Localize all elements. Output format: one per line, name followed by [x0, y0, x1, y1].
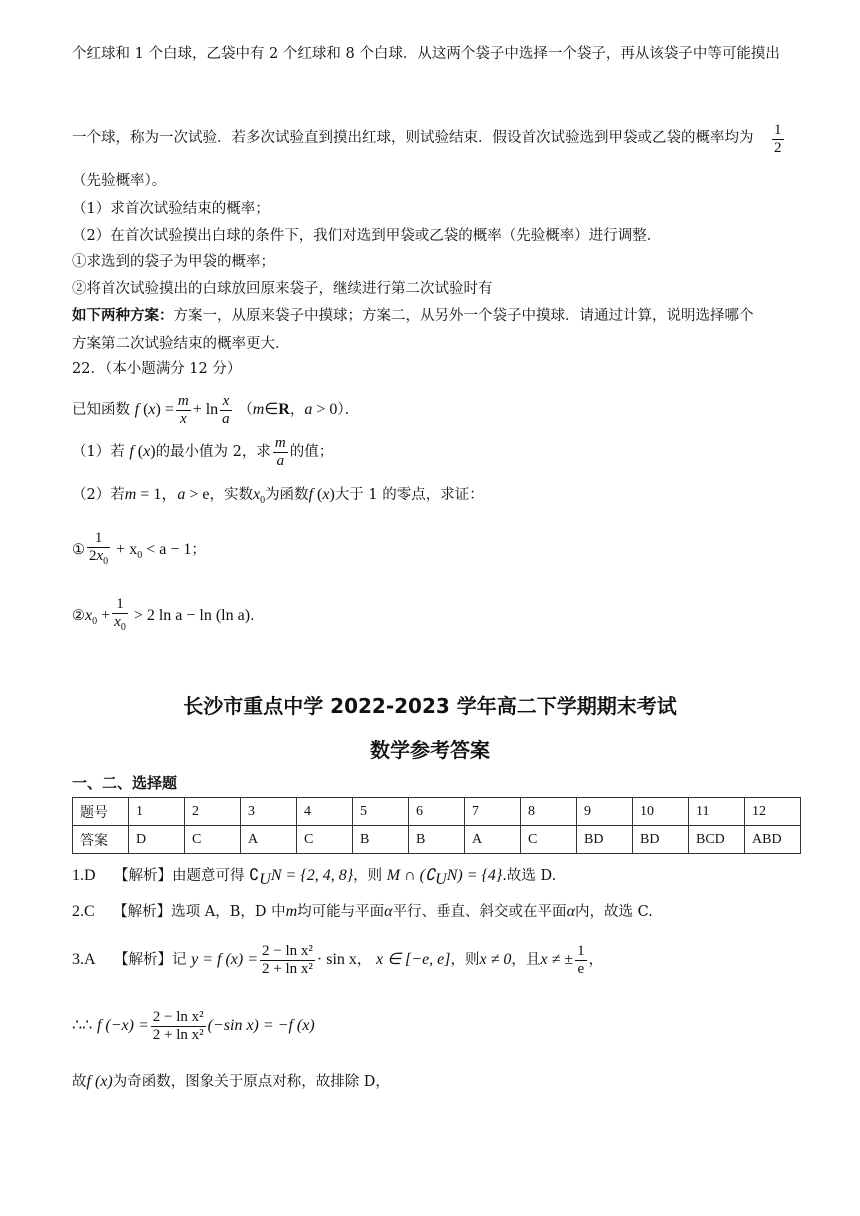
e2-tag: 【解析】: [113, 904, 172, 920]
e3-text5: ，: [588, 952, 604, 968]
table-cell: C: [185, 826, 241, 854]
q22-p2-end: 大于 1 的零点，求证：: [334, 487, 484, 503]
q21-line-2-text: 一个球，称为一次试验．若多次试验直到摸出红球，则试验结束．假设首次试验选到甲袋或乙袋的概率均为: [72, 130, 754, 146]
table-cell: 11: [689, 798, 745, 826]
q21-prior-fraction: [772, 122, 784, 157]
table-cell: 9: [577, 798, 633, 826]
q21-part-1: （1）求首次试验结束的概率；: [72, 201, 270, 217]
q22-p2-gte: > e: [185, 486, 210, 503]
answer-table: [72, 797, 801, 854]
explanation-3b: [72, 1004, 315, 1048]
q22-cond-comma: ，: [289, 402, 305, 418]
q22-p2-prefix: （2）若: [72, 487, 125, 503]
explanation-1: [72, 866, 556, 890]
e3-math2: · sin x: [316, 951, 357, 968]
e2-text: 选项 A，B，D 中: [171, 904, 286, 920]
q21-schemes-bold: 如下两种方案：: [72, 307, 174, 324]
q22-part-2: （2）若m = 1，a > e，实数$x_0$为函数f (x)大于 1 的零点，求证：: [72, 486, 484, 507]
e3-math3: x ∈ [−e, e]: [376, 951, 451, 968]
e3-label: 3.A: [72, 951, 96, 968]
table-cell: BD: [633, 826, 689, 854]
q21-part-2: （2）在首次试验摸出白球的条件下，我们对选到甲袋或乙袋的概率（先验概率）进行调整．: [72, 228, 662, 244]
e3b-math2: (−sin x) = −f (x): [207, 1017, 315, 1034]
e2-text3: 平行、垂直、斜交或在平面: [392, 904, 567, 920]
e3-math5: x ≠ ±: [540, 951, 574, 968]
q22-inequality-2: $②x_0$ + $\frac{1}{x_0}$ > 2 ln a − ln (ln a)．: [72, 594, 265, 644]
q21-line-2: [72, 128, 754, 148]
e1-text3: .故选 D.: [502, 868, 557, 884]
q21-schemes-text: 方案一，从原来袋子中摸球；方案二，从另外一个袋子中摸球．请通过计算，说明选择哪个: [173, 308, 754, 324]
q22-ineq1-tail: + $x_0$: [112, 541, 143, 562]
e3c-text1: 故: [72, 1074, 87, 1090]
table-cell: A: [465, 826, 521, 854]
table-cell: BD: [577, 826, 633, 854]
q22-part-1: （1）若 f (x)的最小值为 2，求 $\frac{m}{a}$ 的值；: [72, 434, 334, 469]
table-cell: ABD: [745, 826, 801, 854]
e3-text4: ，且: [511, 952, 541, 968]
q22-p1-end: 的值；: [289, 444, 334, 460]
explanation-2: [72, 902, 653, 922]
q22-cond-m: m: [252, 401, 265, 418]
row-label-number: 题号: [73, 798, 129, 826]
e3-math4: x ≠ 0: [479, 951, 512, 968]
table-row-numbers: [73, 798, 801, 826]
table-cell: 5: [353, 798, 409, 826]
e2-alpha: α: [384, 903, 393, 920]
e1-text1: 由题意可得: [172, 868, 245, 884]
q22-ineq1-prefix: ①: [72, 542, 85, 558]
e3-fraction-1-e: $\frac{1}{e}$: [577, 942, 585, 977]
q22-p2-eq1: = 1，: [136, 486, 178, 503]
table-cell: 10: [633, 798, 689, 826]
explanation-3: [72, 938, 603, 982]
e3-text3: ，则: [450, 952, 480, 968]
table-cell: 3: [241, 798, 297, 826]
q22-given-suffix: （: [238, 402, 253, 418]
q22-ineq1-end: < a − 1: [142, 541, 192, 558]
q22-cond-R: R: [278, 401, 290, 418]
q21-frac-den: 2: [774, 140, 782, 156]
e3b-fraction: $\frac{\text{2 − ln x²}}{\text{2 + ln x²}}$: [152, 1008, 204, 1043]
e2-m: m: [285, 903, 298, 920]
e1-label: 1.D: [72, 867, 96, 884]
e3c-text2: 为奇函数，图象关于原点对称，故排除 D，: [112, 1074, 390, 1090]
q21-line-3: （先验概率）。: [72, 173, 167, 189]
q21-part-2a: ①求选到的袋子为甲袋的概率；: [72, 254, 275, 270]
q22-p1-prefix: （1）若: [72, 444, 125, 460]
q22-p1-mid: 的最小值为 2，求: [155, 444, 271, 460]
q21-part-2b: ②将首次试验摸出的白球放回原来袋子，继续进行第二次试验时有: [72, 281, 493, 297]
table-cell: B: [353, 826, 409, 854]
q22-cond-gt0: > 0: [312, 401, 338, 418]
q22-p2-a: a: [177, 486, 186, 503]
q22-func-def: f (x) =: [134, 401, 174, 418]
e3b-math1: f (−x) =: [96, 1017, 149, 1034]
q22-ineq2-prefix: ②: [72, 608, 85, 624]
e2-text2: 均可能与平面: [297, 904, 385, 920]
q22-cond-a: a: [304, 401, 313, 418]
q22-p2-real: ，实数: [209, 487, 253, 503]
table-cell: 4: [297, 798, 353, 826]
e2-text4: 内，故选 C.: [574, 904, 653, 920]
q22-ineq1-semicolon: ；: [191, 542, 206, 558]
table-cell: BCD: [689, 826, 745, 854]
e1-tag: 【解析】: [114, 868, 172, 884]
row-label-answer: 答案: [73, 826, 129, 854]
table-cell: C: [297, 826, 353, 854]
e1-text2: ，则: [353, 868, 383, 884]
e3-tag: 【解析】: [114, 952, 172, 968]
q22-frac-m-x: $\frac{m}{x}$: [177, 392, 189, 427]
e1-math1: $∁_UN = \{2$, 4, 8}: [249, 867, 354, 889]
q21-part-2c: [72, 306, 754, 326]
table-row-answers: [73, 826, 801, 854]
table-cell: D: [129, 826, 185, 854]
q22-frac-1-2x0: $\frac{1}{2x_0}$: [89, 530, 109, 567]
e2-label: 2.C: [72, 903, 95, 920]
q22-given-prefix: 已知函数: [72, 402, 130, 418]
q22-ineq2-period: ．: [250, 608, 265, 624]
q22-given: 已知函数 f (x) = $\frac{m}{x}$ + ln $\frac{x}{a}$ （m∈R，a > 0）．: [72, 392, 360, 427]
q22-cond-in: ∈: [264, 401, 279, 418]
e3-math1: y = f (x) =: [191, 951, 259, 968]
q22-inequality-1: [72, 528, 206, 578]
table-cell: C: [521, 826, 577, 854]
table-cell: B: [409, 826, 465, 854]
q22-ineq2-end: > 2 ln a − ln (ln a): [129, 607, 251, 624]
q22-frac-1-x0: $\frac{1}{x_0}$: [114, 596, 126, 633]
e3-text2: ，: [356, 952, 372, 968]
q22-header: 22．（本小题满分 12 分）: [72, 361, 242, 377]
q21-line-1: 个红球和 1 个白球，乙袋中有 2 个红球和 8 个白球．从这两个袋子中选择一个袋子，再从该袋子中等可能摸出: [72, 46, 780, 62]
q21-part-2d: 方案第二次试验结束的概率更大．: [72, 336, 290, 352]
e3-text1: 记: [172, 952, 187, 968]
table-cell: 6: [409, 798, 465, 826]
table-cell: 2: [185, 798, 241, 826]
e1-math2: M ∩ $(∁_UN) = \{4\}$: [386, 867, 503, 889]
q21-frac-num: 1: [774, 122, 782, 138]
section-heading: 一、二、选择题: [72, 774, 178, 792]
e3-fraction: $\frac{\text{2 − ln x²}}{\text{2 + ln x²}}$: [262, 942, 313, 977]
table-cell: 1: [129, 798, 185, 826]
q22-given-end: ）．: [337, 402, 360, 418]
q22-p2-m: m: [124, 486, 137, 503]
q22-frac-x-a: $\frac{x}{a}$: [222, 392, 230, 427]
answer-subtitle: 数学参考答案: [370, 738, 490, 762]
e2-alpha2: α: [566, 903, 575, 920]
table-cell: A: [241, 826, 297, 854]
table-cell: 12: [745, 798, 801, 826]
table-cell: 8: [521, 798, 577, 826]
answer-title: 长沙市重点中学 2022-2023 学年高二下学期期末考试: [183, 694, 677, 718]
table-cell: 7: [465, 798, 521, 826]
q22-p2-is-zero: 为函数: [265, 487, 309, 503]
explanation-3c: [72, 1072, 390, 1092]
q22-frac-m-a: $\frac{m}{a}$: [274, 434, 286, 469]
e3b-prefix: ∴∴: [72, 1017, 93, 1034]
e3c-math: f (x): [86, 1073, 113, 1090]
